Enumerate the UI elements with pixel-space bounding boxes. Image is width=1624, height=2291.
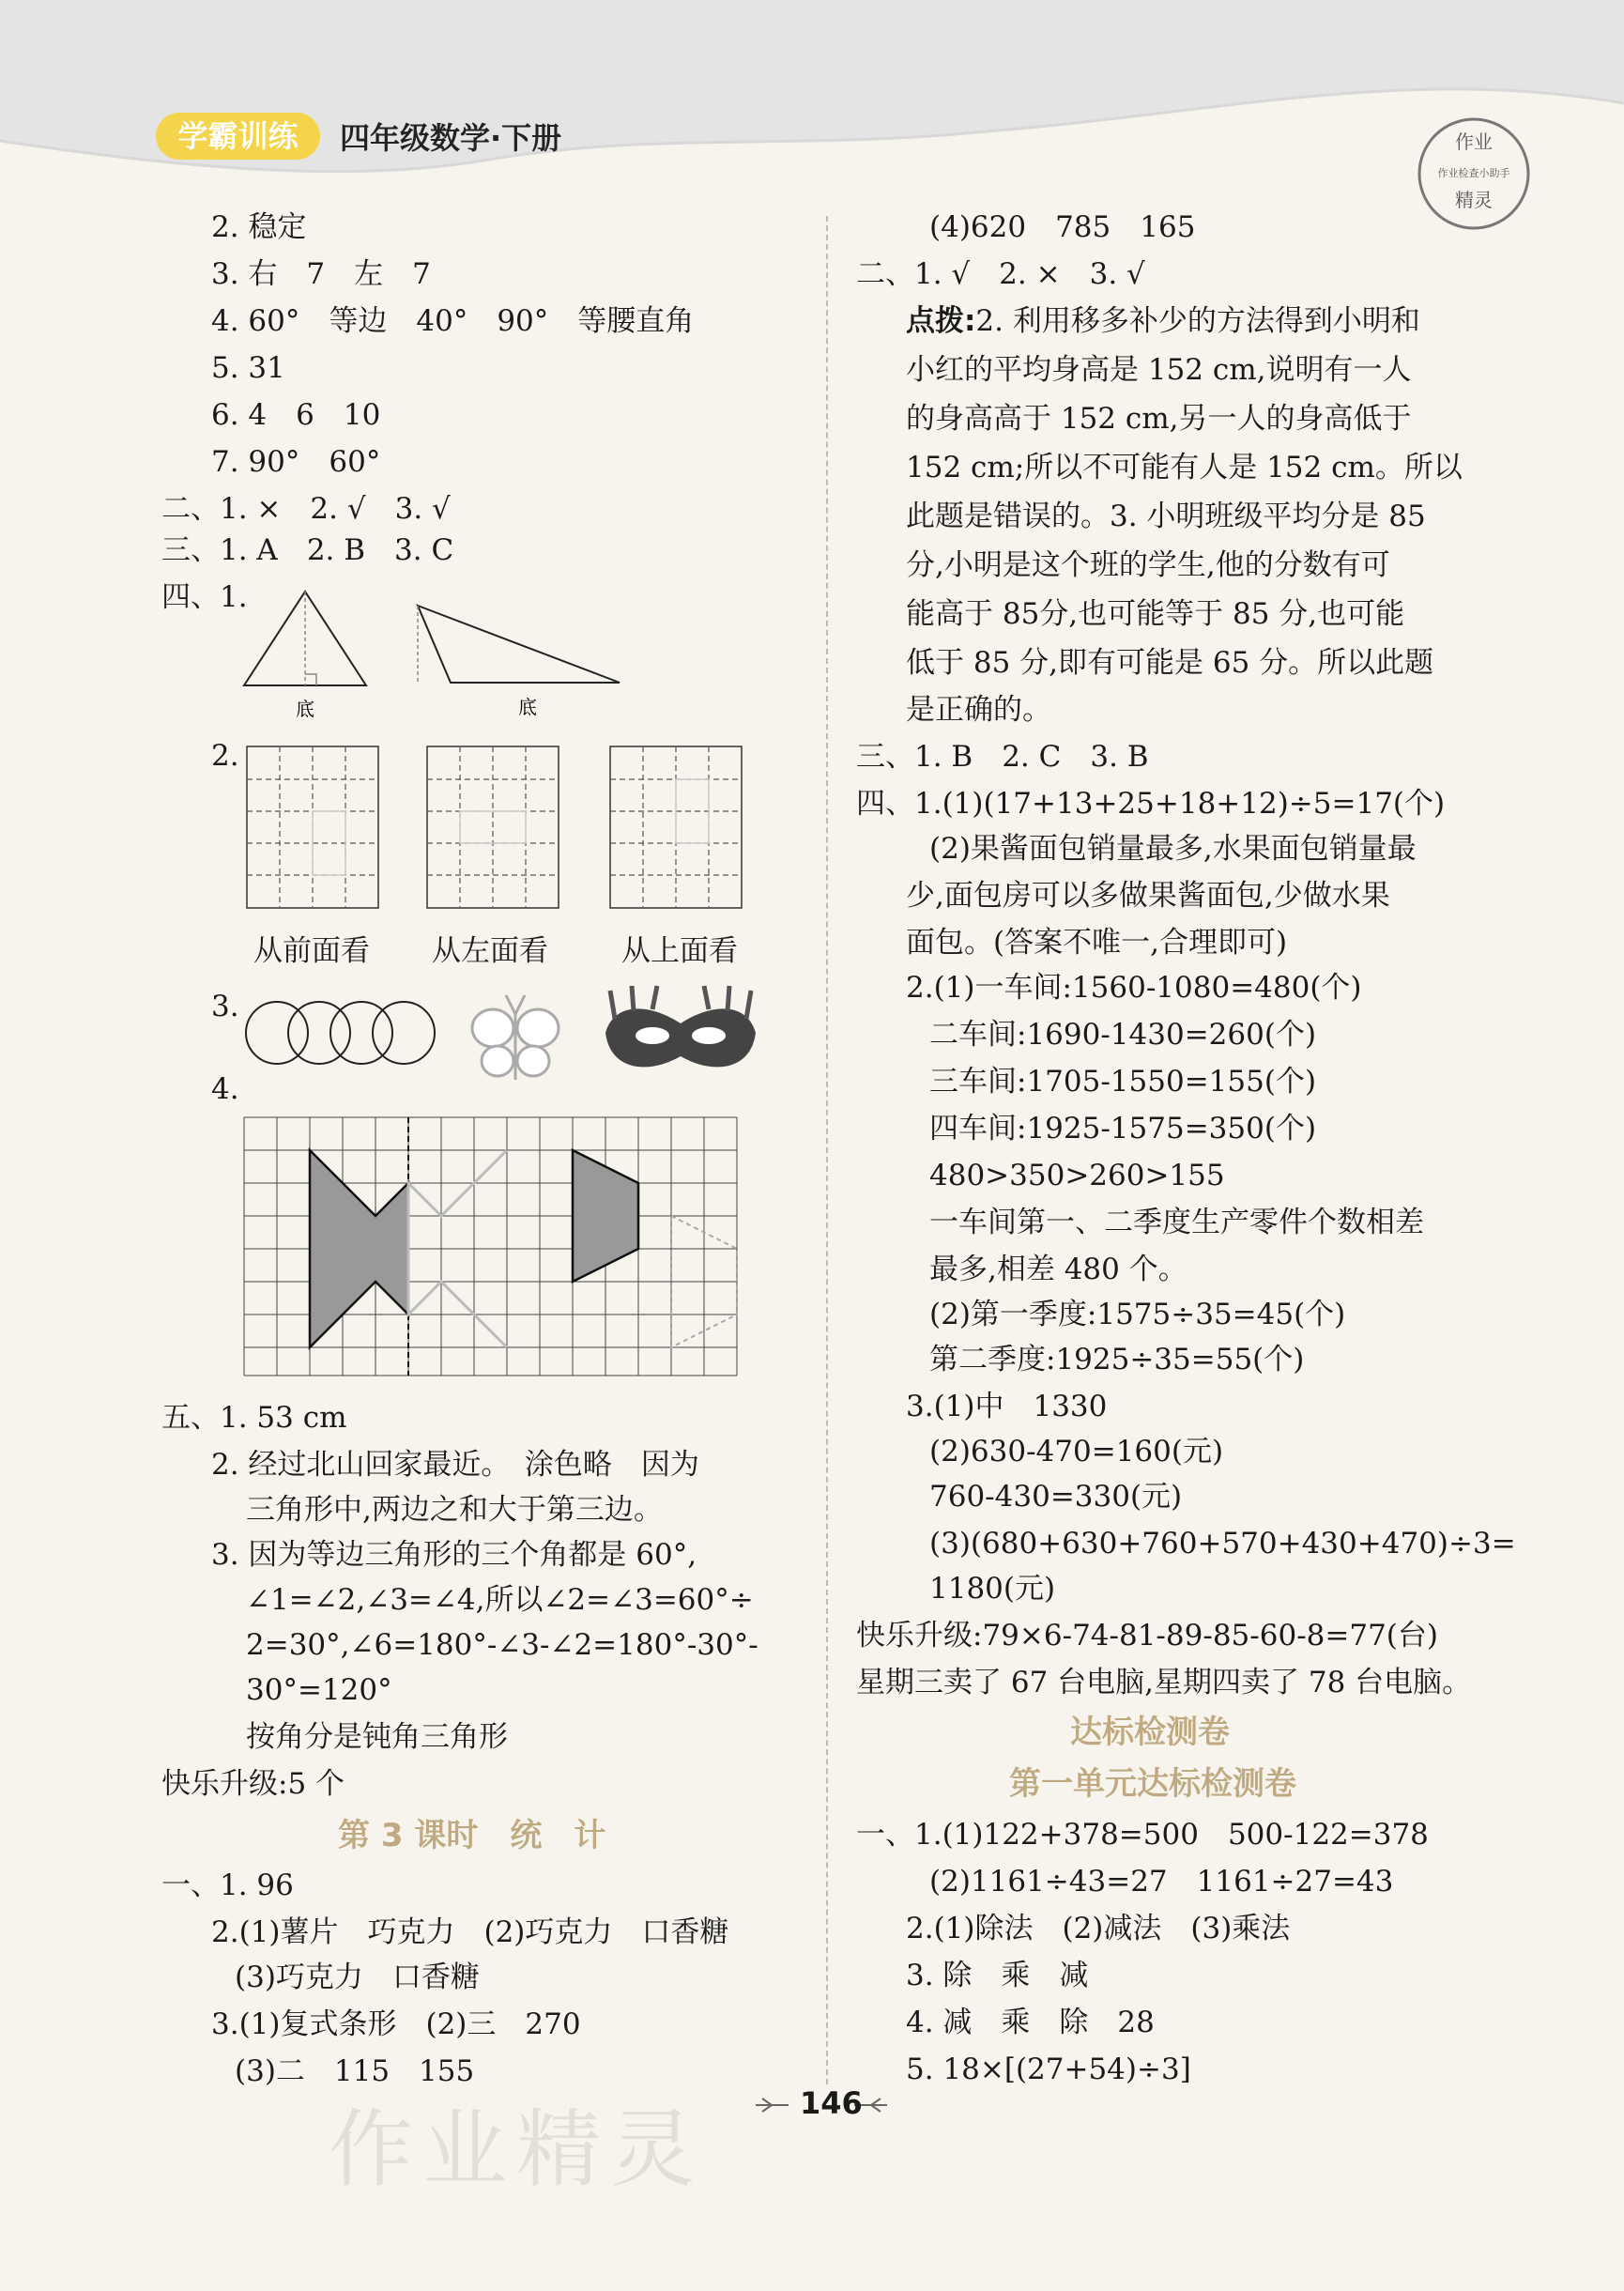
answer-line: 5. 31 xyxy=(211,351,285,385)
triangle-figures xyxy=(239,582,634,728)
section-subheading: 第一单元达标检测卷 xyxy=(1009,1765,1296,1803)
page-number: 146 xyxy=(800,2085,863,2121)
answer-line: 4. xyxy=(211,1072,239,1106)
answer-line: (4)620 785 165 xyxy=(929,210,1196,244)
answer-line: (3)(680+630+760+570+430+470)÷3= xyxy=(929,1527,1516,1561)
answer-line: (2)第一季度:1575÷35=45(个) xyxy=(929,1298,1346,1331)
column-divider xyxy=(826,216,828,2084)
page-header xyxy=(0,0,1624,211)
answer-line: 2. xyxy=(211,739,239,773)
answer-line: 四、1. xyxy=(161,580,248,614)
answer-line: 3.(1)复式条形 (2)三 270 xyxy=(211,2007,581,2041)
answer-line: 少,面包房可以多做果酱面包,少做水果 xyxy=(906,879,1390,913)
answer-line: 4. 60° 等边 40° 90° 等腰直角 xyxy=(211,304,695,338)
answer-line: 一、1. 96 xyxy=(161,1868,294,1902)
answer-line: 1180(元) xyxy=(929,1572,1056,1606)
answer-line: 2=30°,∠6=180°-∠3-∠2=180°-30°- xyxy=(246,1628,758,1662)
base-label: 底 xyxy=(518,696,537,718)
answer-line: 一、1.(1)122+378=500 500-122=378 xyxy=(856,1818,1429,1852)
answer-line: 2.(1)薯片 巧克力 (2)巧克力 口香糖 xyxy=(211,1915,729,1949)
answer-line: 3. 因为等边三角形的三个角都是 60°, xyxy=(211,1538,697,1572)
tip-line: 此题是错误的。3. 小明班级平均分是 85 xyxy=(906,500,1426,533)
answer-line: 三车间:1705-1550=155(个) xyxy=(929,1065,1317,1099)
tip-line: 是正确的。 xyxy=(906,693,1051,727)
symmetry-grid xyxy=(239,1113,784,1380)
answer-line: 3. 右 7 左 7 xyxy=(211,257,431,291)
watermark: 作业精灵 xyxy=(329,2100,704,2199)
answer-line: 四车间:1925-1575=350(个) xyxy=(929,1112,1317,1146)
tip-line: 低于 85 分,即有可能是 65 分。所以此题 xyxy=(906,646,1434,680)
series-badge: 学霸训练 xyxy=(156,113,320,160)
stamp-mid-text: 作业检查小助手 xyxy=(1437,167,1510,179)
answer-line: 5. 18×[(27+54)÷3] xyxy=(906,2053,1191,2086)
answer-line: 3. xyxy=(211,990,239,1023)
answer-line: (3)二 115 155 xyxy=(235,2054,475,2088)
view-grids xyxy=(239,742,793,920)
answer-line: 30°=120° xyxy=(246,1673,392,1707)
tip-line: 能高于 85分,也可能等于 85 分,也可能 xyxy=(906,597,1405,631)
answer-line: 7. 90° 60° xyxy=(211,445,381,479)
answer-line: 一车间第一、二季度生产零件个数相差 xyxy=(929,1206,1424,1239)
view-front-label: 从前面看 xyxy=(253,934,370,968)
symmetry-figures xyxy=(239,981,784,1094)
answer-line: 面包。(答案不唯一,合理即可) xyxy=(906,926,1288,960)
answer-line: 按角分是钝角三角形 xyxy=(246,1720,508,1754)
section-heading: 达标检测卷 xyxy=(1070,1714,1230,1751)
answer-line: 第二季度:1925÷35=55(个) xyxy=(929,1343,1305,1376)
tip-line xyxy=(906,302,1420,340)
answer-line: 二、1. × 2. √ 3. √ xyxy=(161,492,451,526)
answer-line: 760-430=330(元) xyxy=(929,1480,1183,1514)
answer-line: 3.(1)中 1330 xyxy=(906,1390,1108,1423)
answer-line: 4. 减 乘 除 28 xyxy=(906,2006,1155,2039)
answer-line: 480>350>260>155 xyxy=(929,1159,1225,1192)
answer-line: 二车间:1690-1430=260(个) xyxy=(929,1018,1317,1052)
answer-line: 三、1. A 2. B 3. C xyxy=(161,533,454,567)
header-wave xyxy=(0,0,1624,202)
answer-line: 2. 稳定 xyxy=(211,210,307,244)
answer-line: 三、1. B 2. C 3. B xyxy=(856,740,1149,774)
answer-line: 快乐升级:5 个 xyxy=(161,1767,345,1801)
tip-line: 分,小明是这个班的学生,他的分数有可 xyxy=(906,548,1390,582)
book-title: 四年级数学·下册 xyxy=(340,120,562,156)
tip-line: 152 cm;所以不可能有人是 152 cm。所以 xyxy=(906,451,1463,484)
answer-line: 2. 经过北山回家最近。 涂色略 因为 xyxy=(211,1448,699,1482)
tip-line: 小红的平均身高是 152 cm,说明有一人 xyxy=(906,353,1412,387)
stamp-top-text: 作业 xyxy=(1455,131,1493,153)
base-label: 底 xyxy=(296,698,314,720)
tip-label: 点拨: xyxy=(906,304,976,338)
answer-line: (3)巧克力 口香糖 xyxy=(235,1960,480,1994)
answer-line: 二、1. √ 2. × 3. √ xyxy=(856,257,1145,291)
answer-line: (2)630-470=160(元) xyxy=(929,1435,1224,1468)
answer-line: 2.(1)除法 (2)减法 (3)乘法 xyxy=(906,1912,1291,1945)
answer-line: 快乐升级:79×6-74-81-89-85-60-8=77(台) xyxy=(856,1619,1438,1653)
answer-line: 星期三卖了 67 台电脑,星期四卖了 78 台电脑。 xyxy=(856,1666,1472,1699)
tip-line: 的身高高于 152 cm,另一人的身高低于 xyxy=(906,402,1412,436)
answer-line: 3. 除 乘 减 xyxy=(906,1959,1089,1992)
stamp-logo xyxy=(1413,113,1535,235)
section-heading: 第 3 课时 统 计 xyxy=(338,1817,606,1854)
view-left-label: 从左面看 xyxy=(432,934,548,968)
answer-line: (2)果酱面包销量最多,水果面包销量最 xyxy=(929,832,1417,866)
answer-line: 2.(1)一车间:1560-1080=480(个) xyxy=(906,971,1362,1005)
tip-text: 2. 利用移多补少的方法得到小明和 xyxy=(975,304,1420,338)
view-top-label: 从上面看 xyxy=(621,934,738,968)
answer-line: (2)1161÷43=27 1161÷27=43 xyxy=(929,1865,1394,1899)
answer-line: 6. 4 6 10 xyxy=(211,398,381,432)
answer-line: 最多,相差 480 个。 xyxy=(929,1253,1187,1286)
answer-line: 三角形中,两边之和大于第三边。 xyxy=(246,1493,663,1527)
answer-line: 五、1. 53 cm xyxy=(161,1401,347,1435)
stamp-bottom-text: 精灵 xyxy=(1455,189,1493,211)
answer-line: ∠1=∠2,∠3=∠4,所以∠2=∠3=60°÷ xyxy=(246,1583,754,1617)
answer-line: 四、1.(1)(17+13+25+18+12)÷5=17(个) xyxy=(856,787,1446,821)
